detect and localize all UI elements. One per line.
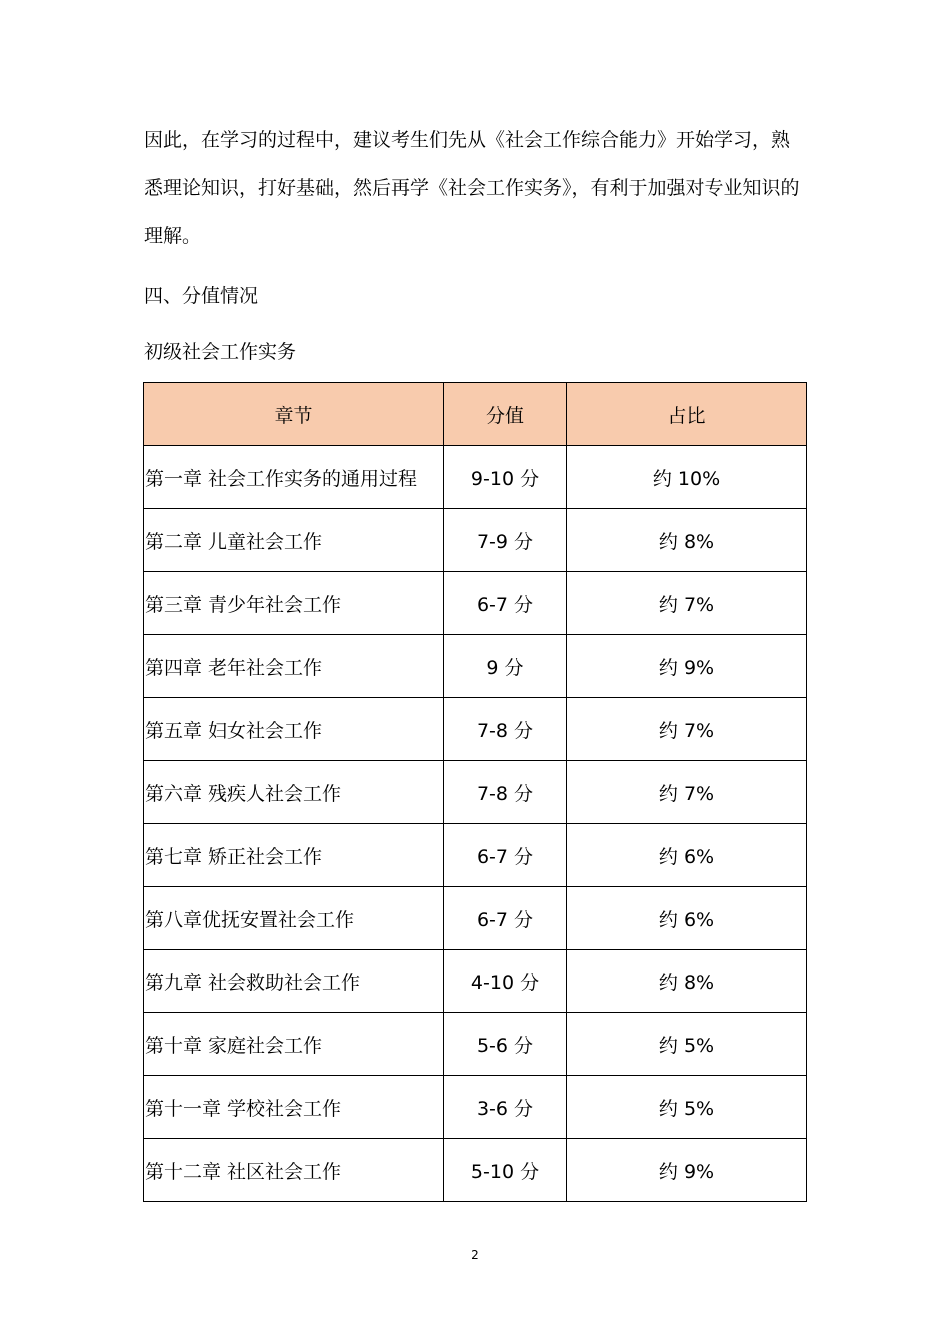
chapter-cell: 第十二章 社区社会工作 bbox=[144, 1139, 444, 1202]
table-row bbox=[144, 446, 807, 509]
table-row bbox=[144, 761, 807, 824]
score-cell: 7-8 分 bbox=[444, 698, 567, 761]
table-header-row bbox=[144, 383, 807, 446]
table-title: 初级社会工作实务 bbox=[144, 341, 297, 363]
chapter-cell: 第一章 社会工作实务的通用过程 bbox=[144, 446, 444, 509]
score-cell: 5-6 分 bbox=[444, 1013, 567, 1076]
ratio-cell: 约 6% bbox=[567, 887, 807, 950]
ratio-cell: 约 8% bbox=[567, 509, 807, 572]
header-ratio: 占比 bbox=[567, 383, 807, 446]
ratio-cell: 约 6% bbox=[567, 824, 807, 887]
score-cell: 7-9 分 bbox=[444, 509, 567, 572]
chapter-cell: 第十章 家庭社会工作 bbox=[144, 1013, 444, 1076]
intro-paragraph: 因此，在学习的过程中，建议考生们先从《社会工作综合能力》开始学习，熟悉理论知识，打好基础，然后再学《社会工作实务》，有利于加强对专业知识的理解。 bbox=[144, 129, 800, 247]
table-row bbox=[144, 950, 807, 1013]
ratio-cell: 约 7% bbox=[567, 761, 807, 824]
table-row bbox=[144, 824, 807, 887]
ratio-cell: 约 9% bbox=[567, 635, 807, 698]
score-cell: 6-7 分 bbox=[444, 824, 567, 887]
score-cell: 7-8 分 bbox=[444, 761, 567, 824]
score-cell: 9 分 bbox=[444, 635, 567, 698]
table-row bbox=[144, 1076, 807, 1139]
section-heading: 四、分值情况 bbox=[144, 285, 259, 307]
page-number: 2 bbox=[471, 1248, 479, 1262]
ratio-cell: 约 9% bbox=[567, 1139, 807, 1202]
ratio-cell: 约 7% bbox=[567, 698, 807, 761]
table-row bbox=[144, 1139, 807, 1202]
table-row bbox=[144, 887, 807, 950]
table-row bbox=[144, 572, 807, 635]
table-row bbox=[144, 698, 807, 761]
table-row bbox=[144, 509, 807, 572]
table-row bbox=[144, 635, 807, 698]
score-cell: 4-10 分 bbox=[444, 950, 567, 1013]
score-cell: 5-10 分 bbox=[444, 1139, 567, 1202]
header-chapter: 章节 bbox=[144, 383, 444, 446]
ratio-cell: 约 10% bbox=[567, 446, 807, 509]
chapter-cell: 第五章 妇女社会工作 bbox=[144, 698, 444, 761]
table-body bbox=[144, 446, 807, 1202]
score-cell: 9-10 分 bbox=[444, 446, 567, 509]
score-cell: 6-7 分 bbox=[444, 887, 567, 950]
chapter-cell: 第四章 老年社会工作 bbox=[144, 635, 444, 698]
score-table bbox=[143, 382, 807, 1202]
chapter-cell: 第六章 残疾人社会工作 bbox=[144, 761, 444, 824]
chapter-cell: 第八章优抚安置社会工作 bbox=[144, 887, 444, 950]
chapter-cell: 第二章 儿童社会工作 bbox=[144, 509, 444, 572]
chapter-cell: 第三章 青少年社会工作 bbox=[144, 572, 444, 635]
ratio-cell: 约 8% bbox=[567, 950, 807, 1013]
ratio-cell: 约 7% bbox=[567, 572, 807, 635]
score-cell: 6-7 分 bbox=[444, 572, 567, 635]
chapter-cell: 第九章 社会救助社会工作 bbox=[144, 950, 444, 1013]
ratio-cell: 约 5% bbox=[567, 1013, 807, 1076]
chapter-cell: 第十一章 学校社会工作 bbox=[144, 1076, 444, 1139]
chapter-cell: 第七章 矫正社会工作 bbox=[144, 824, 444, 887]
table-row bbox=[144, 1013, 807, 1076]
score-cell: 3-6 分 bbox=[444, 1076, 567, 1139]
ratio-cell: 约 5% bbox=[567, 1076, 807, 1139]
header-score: 分值 bbox=[444, 383, 567, 446]
